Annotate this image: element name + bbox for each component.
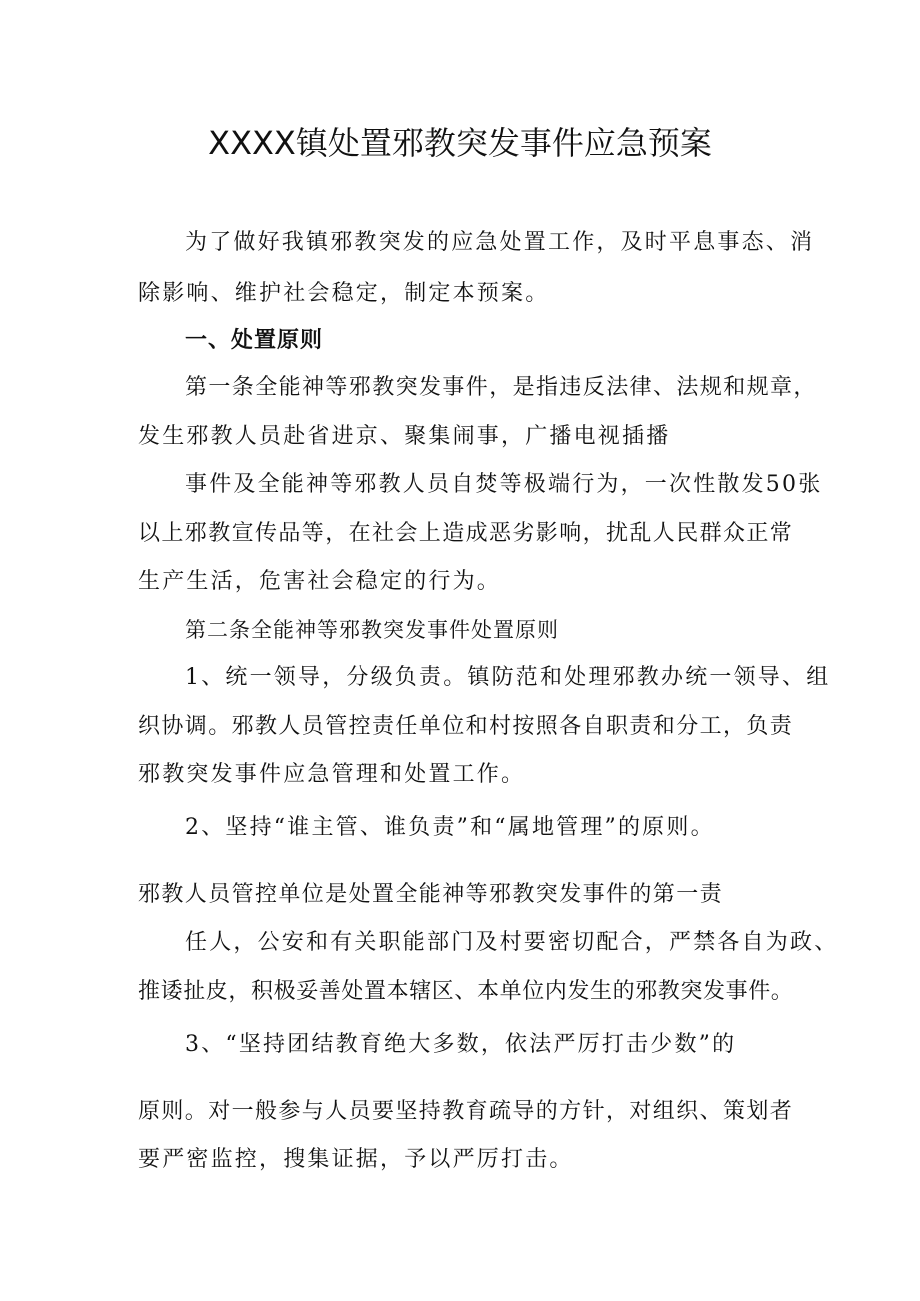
section-heading-1: 一、处置原则 — [185, 328, 324, 353]
article-1-line-3: 事件及全能神等邪教人员自焚等极端行为，一次性散发50张 — [185, 472, 823, 497]
intro-line-2: 除影响、维护社会稳定，制定本预案。 — [138, 281, 550, 306]
article-1-line-5: 生产生活，危害社会稳定的行为。 — [138, 569, 502, 594]
article-1-line-4: 以上邪教宣传品等，在社会上造成恶劣影响，扰乱人民群众正常 — [138, 521, 794, 546]
principle-1-line-3: 邪教突发事件应急管理和处置工作。 — [138, 762, 526, 787]
principle-2-line-4: 推诿扯皮，积极妥善处置本辖区、本单位内发生的邪教突发事件。 — [138, 979, 794, 1004]
principle-3-line-3: 要严密监控，搜集证据，予以严厉打击。 — [138, 1147, 574, 1172]
principle-2-line-1: 2、坚持“谁主管、谁负责”和“属地管理”的原则。 — [185, 815, 715, 840]
principle-1-line-1: 1、统一领导，分级负责。镇防范和处理邪教办统一领导、组 — [185, 665, 831, 690]
intro-line-1: 为了做好我镇邪教突发的应急处置工作，及时平息事态、消 — [185, 230, 815, 255]
principle-3-line-1: 3、“坚持团结教育绝大多数，依法严厉打击少数”的 — [185, 1032, 737, 1057]
principle-2-line-3: 任人，公安和有关职能部门及村要密切配合，严禁各自为政、 — [185, 930, 839, 955]
document-title: XXXX镇处置邪教突发事件应急预案 — [208, 124, 712, 162]
article-1-line-2: 发生邪教人员赴省进京、聚集闹事，广播电视插播 — [138, 424, 671, 449]
principle-1-line-2: 织协调。邪教人员管控责任单位和村按照各自职责和分工，负责 — [138, 714, 794, 739]
principle-2-line-2: 邪教人员管控单位是处置全能神等邪教突发事件的第一责 — [138, 882, 724, 907]
article-1-line-1: 第一条全能神等邪教突发事件，是指违反法律、法规和规章， — [185, 375, 817, 400]
principle-3-line-2: 原则。对一般参与人员要坚持教育疏导的方针，对组织、策划者 — [138, 1099, 794, 1124]
article-2-title: 第二条全能神等邪教突发事件处置原则 — [185, 618, 559, 642]
